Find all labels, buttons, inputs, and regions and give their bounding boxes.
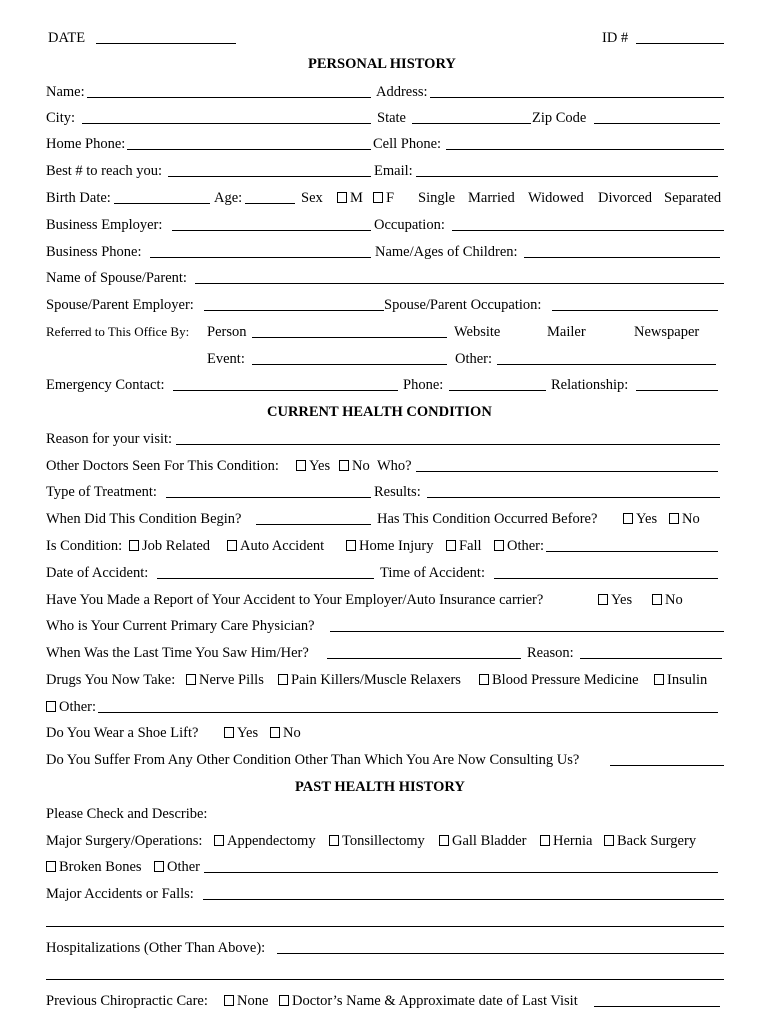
time-accident-label: Time of Accident: (380, 565, 485, 581)
business-phone-label: Business Phone: (46, 244, 142, 260)
personal-history-heading: PERSONAL HISTORY (308, 56, 456, 72)
shoe-lift-no[interactable]: No (270, 722, 301, 744)
email-label: Email: (374, 163, 413, 179)
zip-label: Zip Code (532, 110, 587, 126)
name-field[interactable] (87, 81, 371, 98)
marital-married[interactable]: Married (468, 190, 515, 206)
occurred-before-yes[interactable]: Yes (623, 508, 657, 530)
other-condition-field[interactable] (610, 749, 724, 766)
last-time-field[interactable] (327, 642, 521, 659)
spouse-employer-field[interactable] (204, 294, 384, 311)
checkbox-icon (446, 540, 456, 551)
condition-other-option[interactable]: Other: (494, 535, 544, 557)
last-reason-field[interactable] (580, 642, 722, 659)
referred-label: Referred to This Office By: (46, 324, 190, 339)
state-field[interactable] (412, 107, 531, 124)
city-field[interactable] (82, 107, 371, 124)
results-label: Results: (374, 484, 421, 500)
id-field[interactable] (636, 27, 724, 44)
business-employer-label: Business Employer: (46, 217, 163, 233)
checkbox-icon (623, 513, 633, 524)
checkbox-icon (227, 540, 237, 551)
past-other-field[interactable] (204, 856, 718, 873)
pain-killers-option[interactable]: Pain Killers/Muscle Relaxers (278, 669, 461, 691)
spouse-employer-label: Spouse/Parent Employer: (46, 297, 194, 313)
spouse-occupation-field[interactable] (552, 294, 718, 311)
name-label: Name: (46, 84, 85, 100)
referred-other-label: Other: (455, 351, 493, 367)
results-field[interactable] (427, 481, 720, 498)
checkbox-icon (154, 861, 164, 872)
surgery-label: Major Surgery/Operations: (46, 833, 203, 849)
primary-care-field[interactable] (330, 615, 724, 632)
primary-care-label: Who is Your Current Primary Care Physician? (46, 618, 315, 634)
auto-accident-option[interactable]: Auto Accident (227, 535, 324, 557)
report-label: Have You Made a Report of Your Accident to Your Employer/Auto Insurance carrier? (46, 592, 544, 608)
accidents-field-line-2[interactable] (46, 910, 724, 927)
other-doctors-yes[interactable]: Yes (296, 455, 330, 477)
condition-begin-label: When Did This Condition Begin? (46, 511, 242, 527)
checkbox-icon (186, 674, 196, 685)
marital-divorced[interactable]: Divorced (598, 190, 652, 206)
checkbox-icon (540, 835, 550, 846)
tonsillectomy-option[interactable]: Tonsillectomy (329, 830, 425, 852)
event-label: Event: (207, 351, 245, 367)
past-health-heading: PAST HEALTH HISTORY (295, 779, 465, 795)
spouse-occupation-label: Spouse/Parent Occupation: (384, 297, 542, 313)
checkbox-icon (604, 835, 614, 846)
checkbox-icon (46, 701, 56, 712)
referred-newspaper[interactable]: Newspaper (634, 324, 700, 340)
other-condition-label: Do You Suffer From Any Other Condition Other Than Which You Are Now Consulting Us? (46, 752, 580, 768)
checkbox-icon (279, 995, 289, 1006)
home-injury-option[interactable]: Home Injury (346, 535, 434, 557)
shoe-lift-yes[interactable]: Yes (224, 722, 258, 744)
last-reason-label: Reason: (527, 645, 574, 661)
other-doctors-no[interactable]: No (339, 455, 370, 477)
emergency-phone-field[interactable] (449, 374, 546, 391)
job-related-option[interactable]: Job Related (129, 535, 210, 557)
hospitalizations-field-line-2[interactable] (46, 963, 724, 980)
chiro-doctor-field[interactable] (594, 990, 720, 1007)
relationship-field[interactable] (636, 374, 718, 391)
date-field[interactable] (96, 27, 236, 44)
cell-phone-field[interactable] (446, 133, 724, 150)
sex-male-option[interactable]: M (337, 187, 363, 209)
checkbox-icon (598, 594, 608, 605)
back-surgery-option[interactable]: Back Surgery (604, 830, 696, 852)
is-condition-label: Is Condition: (46, 538, 123, 554)
chiro-none-option[interactable]: None (224, 990, 268, 1012)
insulin-option[interactable]: Insulin (654, 669, 707, 691)
checkbox-icon (224, 727, 234, 738)
checkbox-icon (270, 727, 280, 738)
accidents-field[interactable] (203, 883, 724, 900)
occurred-before-label: Has This Condition Occurred Before? (377, 511, 598, 527)
please-check-label: Please Check and Describe: (46, 806, 208, 822)
address-field[interactable] (430, 81, 724, 98)
condition-begin-field[interactable] (256, 508, 371, 525)
gall-bladder-option[interactable]: Gall Bladder (439, 830, 527, 852)
reason-visit-field[interactable] (176, 428, 720, 445)
treatment-field[interactable] (166, 481, 371, 498)
occurred-before-no[interactable]: No (669, 508, 700, 530)
referred-mailer[interactable]: Mailer (547, 324, 586, 340)
hernia-option[interactable]: Hernia (540, 830, 592, 852)
marital-single[interactable]: Single (418, 190, 456, 206)
report-yes[interactable]: Yes (598, 589, 632, 611)
shoe-lift-label: Do You Wear a Shoe Lift? (46, 725, 199, 741)
checkbox-icon (337, 192, 347, 203)
treatment-label: Type of Treatment: (46, 484, 157, 500)
checkbox-icon (652, 594, 662, 605)
home-phone-field[interactable] (127, 133, 371, 150)
date-accident-label: Date of Accident: (46, 565, 149, 581)
home-phone-label: Home Phone: (46, 136, 126, 152)
children-label: Name/Ages of Children: (375, 244, 518, 260)
marital-separated[interactable]: Separated (664, 190, 722, 206)
spouse-name-field[interactable] (195, 267, 724, 284)
email-field[interactable] (416, 160, 718, 177)
checkbox-icon (669, 513, 679, 524)
event-field[interactable] (252, 348, 447, 365)
spouse-name-label: Name of Spouse/Parent: (46, 270, 187, 286)
date-accident-field[interactable] (157, 562, 374, 579)
drugs-label: Drugs You Now Take: (46, 672, 176, 688)
city-label: City: (46, 110, 76, 126)
drugs-other-field[interactable] (98, 696, 718, 713)
past-other-option[interactable]: Other (154, 856, 200, 878)
checkbox-icon (278, 674, 288, 685)
sex-label: Sex (301, 190, 323, 206)
occupation-label: Occupation: (374, 217, 445, 233)
occupation-field[interactable] (452, 214, 724, 231)
broken-bones-option[interactable]: Broken Bones (46, 856, 142, 878)
checkbox-icon (129, 540, 139, 551)
sex-female-option[interactable]: F (373, 187, 394, 209)
checkbox-icon (494, 540, 504, 551)
address-label: Address: (376, 84, 428, 100)
checkbox-icon (296, 460, 306, 471)
state-label: State (377, 110, 406, 126)
best-number-label: Best # to reach you: (46, 163, 162, 179)
birth-date-field[interactable] (114, 187, 210, 204)
fall-option[interactable]: Fall (446, 535, 482, 557)
emergency-contact-field[interactable] (173, 374, 398, 391)
condition-other-field[interactable] (546, 535, 718, 552)
checkbox-icon (346, 540, 356, 551)
age-field[interactable] (245, 187, 295, 204)
reason-visit-label: Reason for your visit: (46, 431, 173, 447)
business-phone-field[interactable] (150, 241, 371, 258)
nerve-pills-option[interactable]: Nerve Pills (186, 669, 264, 691)
business-employer-field[interactable] (172, 214, 371, 231)
bp-medicine-option[interactable]: Blood Pressure Medicine (479, 669, 639, 691)
date-label: DATE (48, 30, 86, 46)
who-field[interactable] (416, 455, 718, 472)
emergency-contact-label: Emergency Contact: (46, 377, 165, 393)
checkbox-icon (339, 460, 349, 471)
referred-website[interactable]: Website (454, 324, 501, 340)
checkbox-icon (224, 995, 234, 1006)
referred-other-field[interactable] (497, 348, 716, 365)
time-accident-field[interactable] (494, 562, 718, 579)
children-field[interactable] (524, 241, 720, 258)
referred-person-label: Person (207, 324, 247, 340)
checkbox-icon (479, 674, 489, 685)
zip-field[interactable] (594, 107, 720, 124)
last-time-label: When Was the Last Time You Saw Him/Her? (46, 645, 309, 661)
current-health-heading: CURRENT HEALTH CONDITION (267, 404, 492, 420)
checkbox-icon (439, 835, 449, 846)
other-doctors-label: Other Doctors Seen For This Condition: (46, 458, 279, 474)
checkbox-icon (46, 861, 56, 872)
hospitalizations-label: Hospitalizations (Other Than Above): (46, 940, 266, 956)
chiro-doctor-option[interactable]: Doctor’s Name & Approximate date of Last Visit (279, 990, 578, 1012)
best-number-field[interactable] (168, 160, 371, 177)
birth-date-label: Birth Date: (46, 190, 111, 206)
checkbox-icon (373, 192, 383, 203)
referred-person-field[interactable] (252, 321, 447, 338)
appendectomy-option[interactable]: Appendectomy (214, 830, 316, 852)
emergency-phone-label: Phone: (403, 377, 444, 393)
relationship-label: Relationship: (551, 377, 629, 393)
age-label: Age: (214, 190, 243, 206)
cell-phone-label: Cell Phone: (373, 136, 442, 152)
who-label: Who? (377, 458, 412, 474)
id-label: ID # (602, 30, 629, 46)
report-no[interactable]: No (652, 589, 683, 611)
marital-widowed[interactable]: Widowed (528, 190, 584, 206)
chiro-care-label: Previous Chiropractic Care: (46, 993, 208, 1009)
checkbox-icon (329, 835, 339, 846)
checkbox-icon (214, 835, 224, 846)
drugs-other-option[interactable]: Other: (46, 696, 96, 718)
accidents-label: Major Accidents or Falls: (46, 886, 194, 902)
hospitalizations-field[interactable] (277, 937, 724, 954)
checkbox-icon (654, 674, 664, 685)
